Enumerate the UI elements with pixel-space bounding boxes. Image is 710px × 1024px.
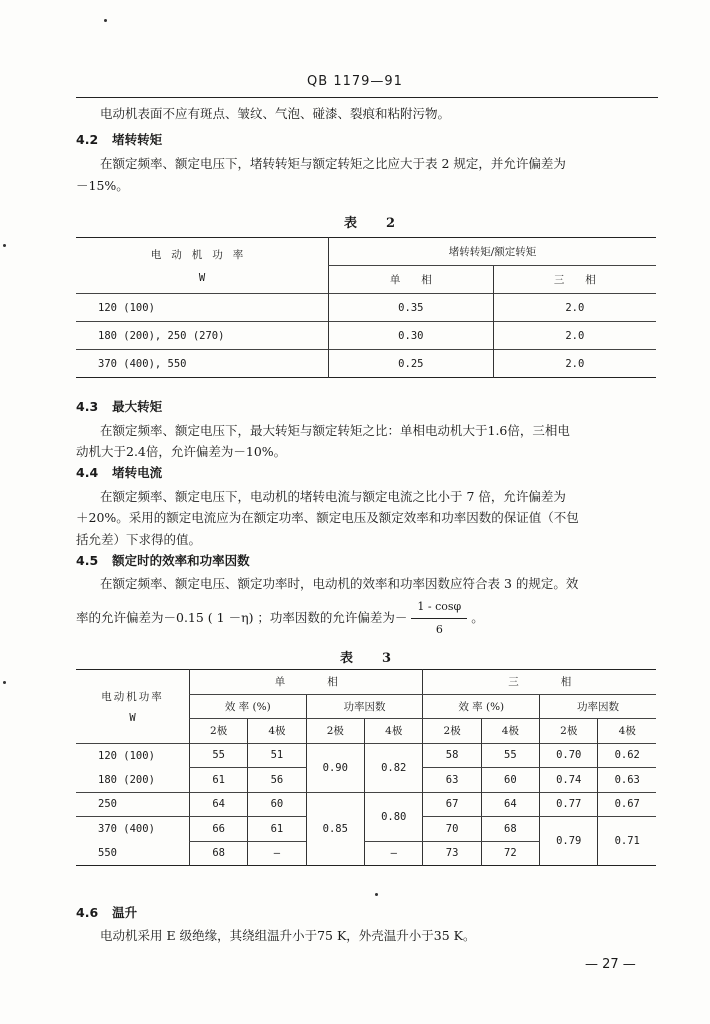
t3-single-header: 单 相: [190, 670, 423, 695]
section-4-3-heading: 4.3 最大转矩: [76, 399, 163, 414]
t2-power-header: 电动机功率 W: [150, 249, 254, 284]
table-row: 180 (200), 250 (270) 0.30 2.0: [76, 322, 656, 350]
table2-caption: 表 2: [344, 216, 404, 231]
s43-text2: 动机大于2.4倍，允许偏差为－10%。: [76, 444, 287, 459]
s46-text1: 电动机采用 E 级绝缘，其绕组温升小于75 K，外壳温升小于35 K。: [100, 928, 476, 943]
s43-text1: 在额定频率、额定电压下，最大转矩与额定转矩之比：单相电动机大于1.6倍，三相电: [100, 423, 570, 438]
s42-text1: 在额定频率、额定电压下，堵转转矩与额定转矩之比应大于表 2 规定，并允许偏差为: [100, 156, 566, 171]
page-number: — 27 —: [585, 957, 636, 972]
s44-text1: 在额定频率、额定电压下，电动机的堵转电流与额定电流之比小于 7 倍，允许偏差为: [100, 489, 566, 504]
t3-pf-header: 功率因数: [306, 694, 423, 719]
intro-line: 电动机表面不应有斑点、皱纹、气泡、碰漆、裂痕和粘附污物。: [100, 106, 451, 121]
table-row: 120 (100) 0.35 2.0: [76, 294, 656, 322]
table3-caption: 表 3: [340, 651, 400, 666]
t3-eff-header: 效 率 (%): [190, 694, 307, 719]
section-number: 4.2: [76, 132, 99, 147]
section-4-6-heading: 4.6 温升: [76, 905, 138, 920]
t3-eff3-header: 效 率 (%): [423, 694, 540, 719]
t3-pf3-header: 功率因数: [540, 694, 656, 719]
scan-speck: [104, 19, 107, 22]
s45-text2: 率的允许偏差为－0.15 ( 1 －η) ；功率因数的允许偏差为－ $\frac{1 - \cos\varphi}{6}$ 。: [76, 596, 484, 641]
section-4-4-heading: 4.4 堵转电流: [76, 465, 163, 480]
s42-text2: －15%。: [76, 178, 129, 193]
table-row: 180 (200) 61 56 63 60 0.74 0.63: [76, 768, 656, 793]
t2-ratio-header: 堵转转矩/额定转矩: [329, 238, 657, 266]
table-row: 550 68 — — 73 72: [76, 841, 656, 866]
scan-speck: [3, 681, 6, 684]
s44-text2: ＋20%。采用的额定电流应为在额定功率、额定电压及额定效率和功率因数的保证值（不包: [76, 510, 579, 525]
section-4-5-heading: 4.5 额定时的效率和功率因数: [76, 553, 250, 568]
t2-three-header: 三 相: [493, 266, 656, 294]
fraction: $\frac{1 - \cos\varphi}{6}$: [411, 596, 467, 641]
section-4-2-heading: [76, 130, 162, 148]
table-row: 370 (400) 66 61 70 68 0.79 0.71: [76, 817, 656, 842]
scan-speck: [375, 893, 378, 896]
section-title: 堵转转矩: [112, 132, 163, 147]
table-row: 120 (100) 55 51 0.90 0.82 58 55 0.70 0.62: [76, 743, 656, 768]
s44-text3: 括允差）下求得的值。: [76, 532, 202, 547]
t3-power-header: 电动机功率 W: [101, 690, 164, 724]
table-3: 电动机功率 W 单 相 三 相 效 率 (%) 功率因数 效 率 (%) 功率因数 2极 4极 2极 4极 2极 4极 2极 4极 120 (100) 55 51 0.90 0.82 58 55 0.70 0.62 180 (200) 61 56 63 60 0.74 0.63 250 64 60 0.85 0.80 67 64 0.77 0.67 370 (400) 66 61 70 68 0.79 0.71 550 68 — — 73 72: [76, 669, 656, 866]
header-rule: [76, 97, 658, 98]
scan-speck: [3, 244, 6, 247]
document-header: QB 1179—91: [307, 74, 403, 89]
s45-text1: 在额定频率、额定电压、额定功率时，电动机的效率和功率因数应符合表 3 的规定。效: [100, 576, 579, 591]
table-row: 250 64 60 0.85 0.80 67 64 0.77 0.67: [76, 792, 656, 817]
t3-three-header: 三 相: [423, 670, 656, 695]
table-2: [76, 237, 656, 378]
t2-single-header: 单 相: [329, 266, 494, 294]
table-row: 370 (400), 550 0.25 2.0: [76, 350, 656, 378]
